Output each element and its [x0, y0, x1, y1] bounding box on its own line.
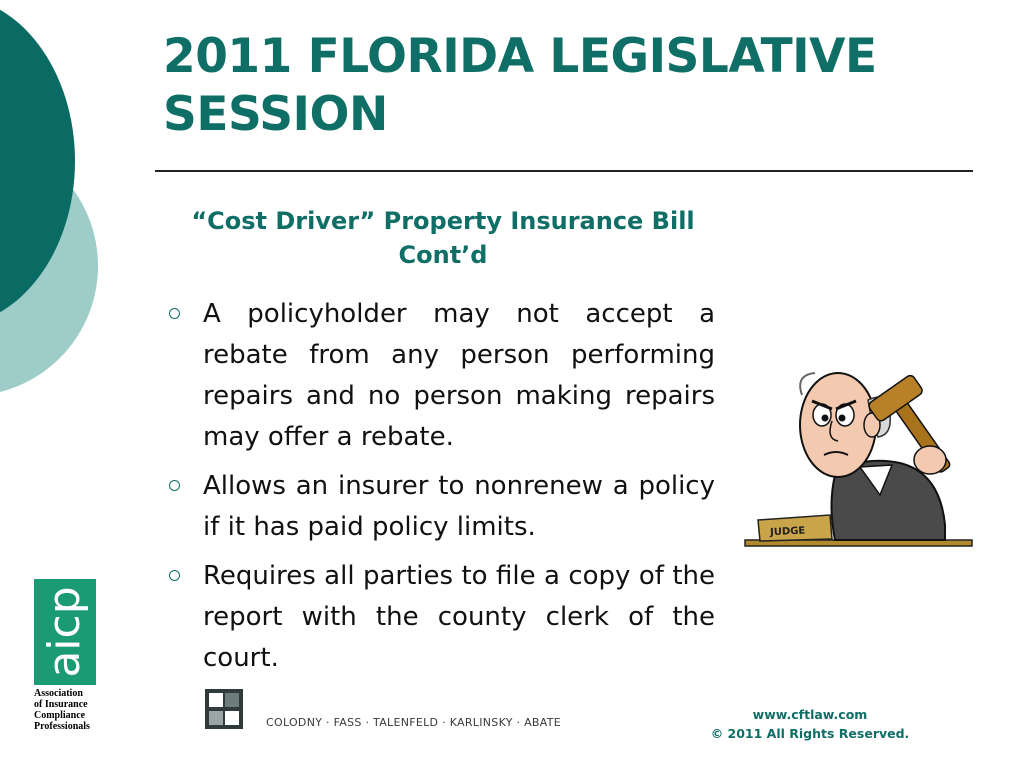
bullet-item	[163, 556, 715, 679]
bullet-circle-icon	[169, 570, 180, 581]
copyright-text: © 2011 All Rights Reserved.	[710, 726, 910, 741]
aicp-caption-line: Compliance	[34, 710, 86, 721]
aicp-logo	[34, 579, 96, 685]
bullet-item	[163, 294, 715, 458]
law-firm-logo-icon	[205, 689, 243, 729]
bullet-list	[163, 294, 715, 687]
aicp-caption-line: Professionals	[34, 721, 90, 732]
aicp-caption	[34, 688, 104, 732]
judge-cartoon-illustration	[740, 355, 975, 550]
bullet-item	[163, 466, 715, 548]
bullet-circle-icon	[169, 308, 180, 319]
law-firm-name: COLODNY · FASS · TALENFELD · KARLINSKY · ABATE	[266, 716, 562, 729]
bullet-text: Requires all parties to file a copy of the report with the county clerk of the court.	[203, 561, 715, 673]
bullet-text: A policyholder may not accept a rebate from any person performing repairs and no person making repairs may offer a rebate.	[203, 299, 715, 452]
subtitle-line-2: Cont’d	[398, 241, 488, 269]
judge-sign-text: JUDGE	[769, 525, 806, 539]
aicp-caption-line: of Insurance	[34, 699, 88, 710]
website-link[interactable]: www.cftlaw.com	[752, 707, 868, 722]
subtitle-line-1: “Cost Driver” Property Insurance Bill	[191, 207, 695, 235]
slide-title: 2011 FLORIDA LEGISLATIVE SESSION	[163, 29, 877, 142]
bullet-circle-icon	[169, 480, 180, 491]
slide-subtitle	[163, 204, 723, 272]
bullet-text: Allows an insurer to nonrenew a policy if it has paid policy limits.	[203, 471, 715, 542]
footer-contact	[700, 705, 920, 743]
aicp-logo-letters: aicp	[39, 586, 90, 678]
title-divider	[155, 170, 973, 172]
judge-nameplate	[758, 515, 832, 541]
aicp-caption-line: Association	[34, 688, 83, 699]
aicp-logo-text-wrapper	[34, 579, 96, 685]
